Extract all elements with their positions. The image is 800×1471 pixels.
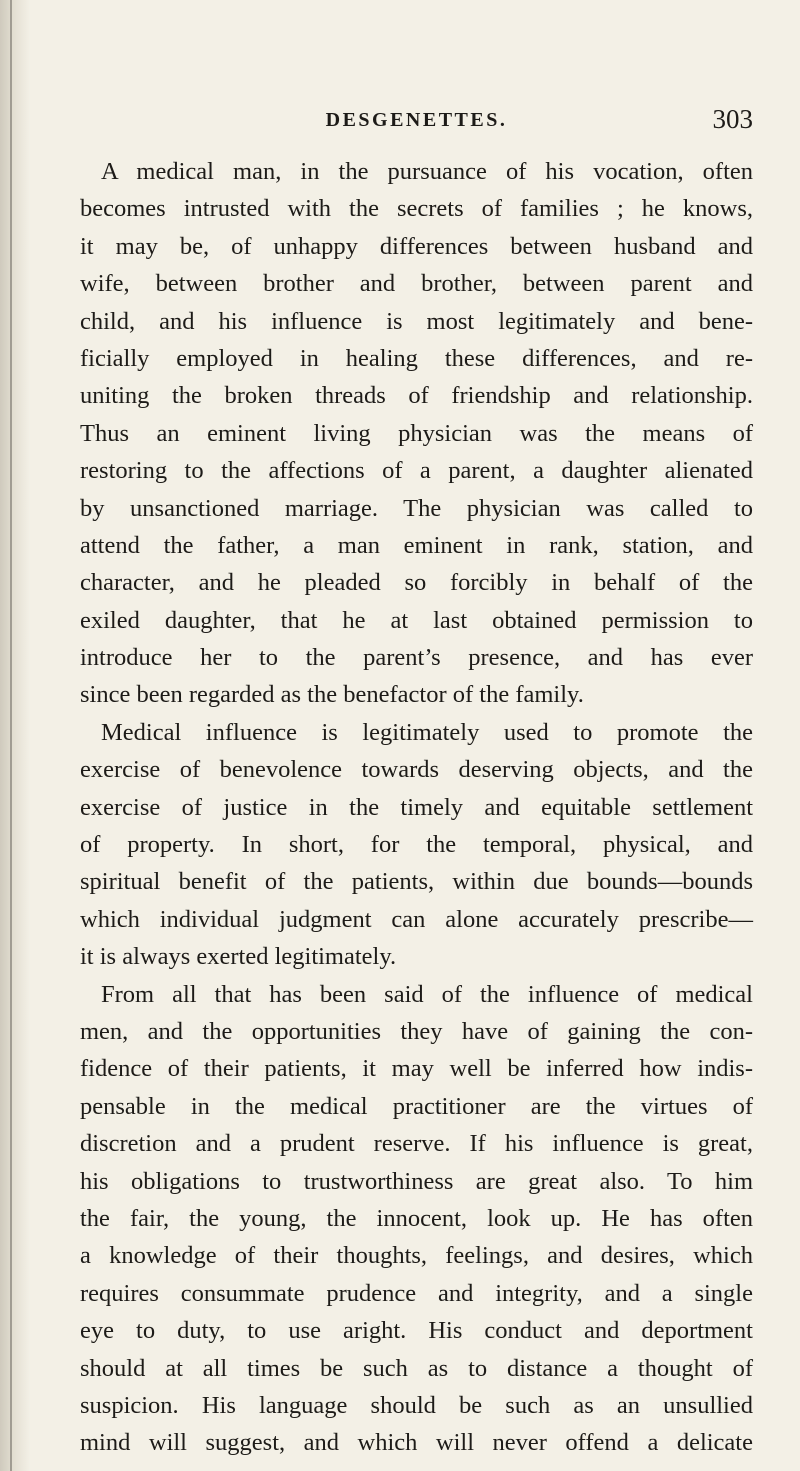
text-line: by unsanctioned marriage. The physician was called to bbox=[80, 494, 753, 522]
text-line: restoring to the affections of a parent, a daughter alienated bbox=[80, 457, 753, 485]
text-line: his obligations to trustworthiness are great also. To him bbox=[80, 1167, 753, 1195]
running-header bbox=[80, 102, 753, 138]
text-line: becomes intrusted with the secrets of families ; he knows, bbox=[80, 195, 753, 223]
binding-edge bbox=[10, 0, 12, 1471]
text-line: wife, between brother and brother, between parent and bbox=[80, 270, 753, 298]
text-line: ficially employed in healing these differences, and re- bbox=[80, 344, 753, 372]
page-gutter-shadow bbox=[0, 0, 30, 1471]
text-line: discretion and a prudent reserve. If his influence is great, bbox=[80, 1130, 753, 1158]
text-line: eye to duty, to use aright. His conduct and deportment bbox=[80, 1317, 753, 1345]
text-line: exercise of justice in the timely and equitable settlement bbox=[80, 793, 753, 821]
text-line: Medical influence is legitimately used to promote the bbox=[101, 718, 753, 746]
text-line: which individual judgment can alone accurately prescribe— bbox=[80, 905, 753, 933]
body-text bbox=[80, 153, 753, 1462]
text-line: A medical man, in the pursuance of his vocation, often bbox=[101, 158, 753, 185]
text-line: it is always exerted legitimately. bbox=[80, 943, 397, 971]
text-line: exiled daughter, that he at last obtained permission to bbox=[80, 606, 753, 634]
text-line: it may be, of unhappy differences between husband and bbox=[80, 232, 753, 260]
text-line: requires consummate prudence and integrity, and a single bbox=[80, 1279, 753, 1307]
text-line: attend the father, a man eminent in rank, station, and bbox=[80, 531, 753, 559]
running-head-title: DESGENETTES. bbox=[325, 109, 508, 131]
text-line: From all that has been said of the influence of medical bbox=[101, 980, 753, 1008]
text-line: character, and he pleaded so forcibly in behalf of the bbox=[80, 569, 753, 597]
text-line: Thus an eminent living physician was the means of bbox=[80, 419, 753, 447]
text-line: spiritual benefit of the patients, within due bounds—bounds bbox=[80, 868, 753, 896]
text-line: pensable in the medical practitioner are the virtues of bbox=[80, 1092, 753, 1120]
text-line: should at all times be such as to distance a thought of bbox=[80, 1354, 753, 1382]
text-line: introduce her to the parent’s presence, and has ever bbox=[80, 644, 753, 672]
page-number: 303 bbox=[712, 104, 753, 134]
text-line: since been regarded as the benefactor of the family. bbox=[80, 681, 584, 709]
text-line: of property. In short, for the temporal, physical, and bbox=[80, 831, 753, 859]
text-line: suspicion. His language should be such as an unsullied bbox=[80, 1391, 753, 1419]
text-line: fidence of their patients, it may well be inferred how indis- bbox=[80, 1055, 753, 1083]
text-line: men, and the opportunities they have of gaining the con- bbox=[80, 1017, 753, 1045]
text-line: the fair, the young, the innocent, look up. He has often bbox=[80, 1204, 753, 1232]
text-line: mind will suggest, and which will never offend a delicate bbox=[80, 1429, 753, 1457]
text-line: a knowledge of their thoughts, feelings, and desires, which bbox=[80, 1242, 753, 1270]
text-line: uniting the broken threads of friendship and relationship. bbox=[80, 382, 753, 410]
text-line: child, and his influence is most legitimately and bene- bbox=[80, 307, 753, 335]
text-line: exercise of benevolence towards deserving objects, and the bbox=[80, 756, 753, 784]
